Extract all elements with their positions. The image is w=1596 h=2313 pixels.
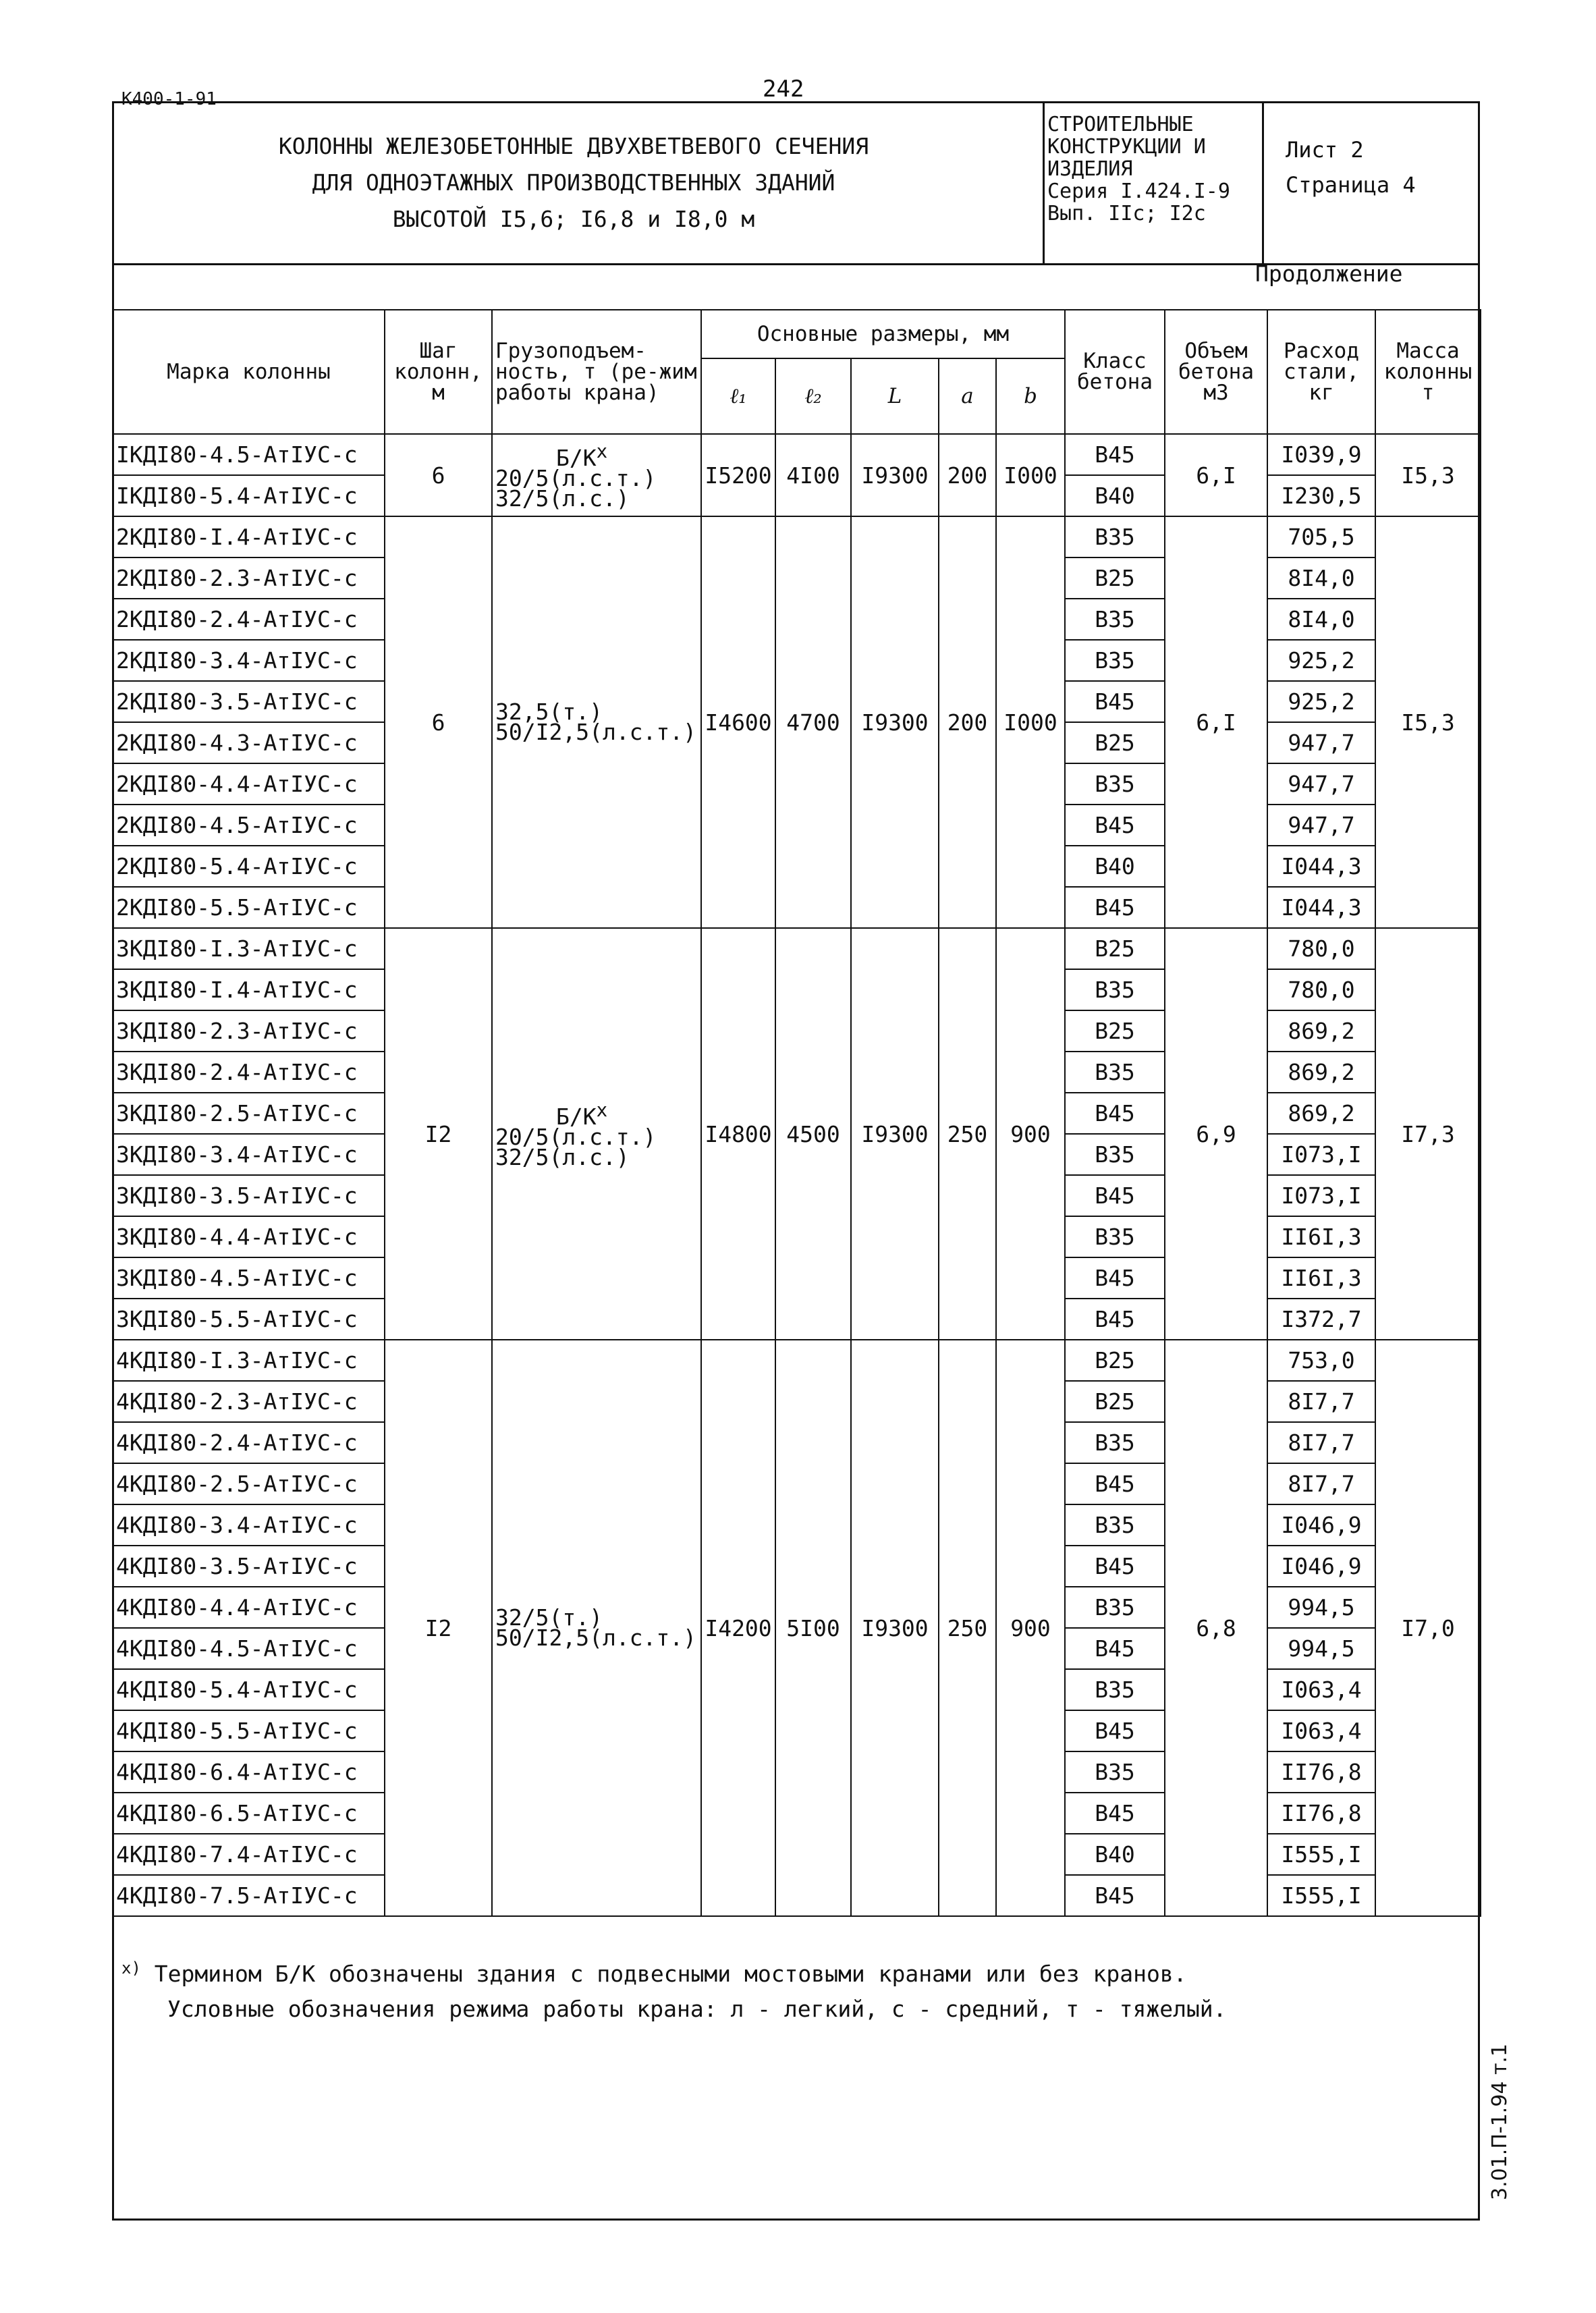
cell-steel: I063,4 [1267, 1669, 1375, 1710]
cell-dim-l1: I4200 [701, 1340, 775, 1916]
header-dimensions: Основные размеры, мм [701, 310, 1065, 358]
cell-step: I2 [385, 1340, 492, 1916]
header-divider [1262, 101, 1264, 263]
cell-mark: 2КДI80-5.4-АтIУС-с [113, 846, 385, 887]
cell-capacity [492, 928, 701, 1340]
cell-mark: 4КДI80-2.3-АтIУС-с [113, 1381, 385, 1422]
cell-steel: 925,2 [1267, 640, 1375, 681]
cell-class: В45 [1065, 434, 1165, 475]
continuation-label: Продолжение [1255, 261, 1403, 287]
table-row [113, 516, 1481, 557]
cell-capacity [492, 434, 701, 516]
cell-mark: 3КДI80-4.4-АтIУС-с [113, 1216, 385, 1257]
cell-class: В35 [1065, 763, 1165, 805]
cell-class: В45 [1065, 1875, 1165, 1916]
cell-steel: II76,8 [1267, 1793, 1375, 1834]
header-step: Шаг колонн, м [385, 310, 492, 434]
capacity-line: 32/5(т.) [495, 1604, 603, 1631]
cell-class: В35 [1065, 1216, 1165, 1257]
cell-steel: II6I,3 [1267, 1216, 1375, 1257]
dim-b: b [996, 358, 1065, 434]
cell-class: В45 [1065, 1257, 1165, 1299]
cell-mark: 3КДI80-4.5-АтIУС-с [113, 1257, 385, 1299]
cell-dim-L: I9300 [851, 516, 939, 928]
cell-steel: I063,4 [1267, 1710, 1375, 1751]
title-line-1: КОЛОННЫ ЖЕЛЕЗОБЕТОННЫЕ ДВУХВЕТВЕВОГО СЕЧЕНИЯ [278, 133, 869, 159]
cell-dim-b: I000 [996, 516, 1065, 928]
page-number: 242 [763, 76, 804, 103]
cell-class: В35 [1065, 599, 1165, 640]
header-capacity: Грузоподъем-ность, т (ре-жим работы крана) [492, 310, 701, 434]
cell-mark: 3КДI80-2.4-АтIУС-с [113, 1052, 385, 1093]
cell-steel: 705,5 [1267, 516, 1375, 557]
cell-dim-l2: 4I00 [775, 434, 851, 516]
cell-mark: 3КДI80-2.3-АтIУС-с [113, 1010, 385, 1052]
cell-steel: 947,7 [1267, 722, 1375, 763]
cell-mark: 4КДI80-3.4-АтIУС-с [113, 1504, 385, 1546]
cell-mark: 2КДI80-2.4-АтIУС-с [113, 599, 385, 640]
cell-steel: 753,0 [1267, 1340, 1375, 1381]
cell-steel: II76,8 [1267, 1751, 1375, 1793]
header-concrete-class: Класс бетона [1065, 310, 1165, 434]
cell-mark: 2КДI80-I.4-АтIУС-с [113, 516, 385, 557]
table-row [113, 928, 1481, 969]
capacity-line: 20/5(л.с.т.) [495, 465, 657, 491]
cell-mark: 4КДI80-4.5-АтIУС-с [113, 1628, 385, 1669]
cell-class: В35 [1065, 1587, 1165, 1628]
cell-mark: 4КДI80-I.3-АтIУС-с [113, 1340, 385, 1381]
cell-class: В45 [1065, 887, 1165, 928]
cell-class: В45 [1065, 1710, 1165, 1751]
cell-mass: I5,3 [1375, 434, 1481, 516]
cell-class: В35 [1065, 1052, 1165, 1093]
cell-dim-a: 250 [939, 1340, 996, 1916]
cell-mark: IКДI80-4.5-АтIУС-с [113, 434, 385, 475]
capacity-line [495, 441, 698, 471]
cell-class: В45 [1065, 1628, 1165, 1669]
cell-capacity [492, 1340, 701, 1916]
cell-dim-b: 900 [996, 1340, 1065, 1916]
cell-class: В45 [1065, 681, 1165, 722]
cell-mark: 4КДI80-2.4-АтIУС-с [113, 1422, 385, 1463]
footnote-line-1: Термином Б/К обозначены здания с подвесными мостовыми кранами или без кранов. [154, 1961, 1187, 1987]
cell-mark: IКДI80-5.4-АтIУС-с [113, 475, 385, 516]
series-block [1047, 113, 1258, 225]
table-row [113, 434, 1481, 475]
cell-steel: 994,5 [1267, 1587, 1375, 1628]
title-line-3: ВЫСОТОЙ I5,6; I6,8 и I8,0 м [392, 206, 755, 232]
cell-mark: 2КДI80-3.4-АтIУС-с [113, 640, 385, 681]
cell-mark: 3КДI80-3.5-АтIУС-с [113, 1175, 385, 1216]
dim-l1: ℓ₁ [701, 358, 775, 434]
cell-steel: I372,7 [1267, 1299, 1375, 1340]
capacity-sup: x [596, 441, 608, 462]
capacity-line: 32/5(л.с.) [495, 485, 630, 512]
cell-class: В45 [1065, 1463, 1165, 1504]
cell-steel: 8I7,7 [1267, 1463, 1375, 1504]
cell-dim-L: I9300 [851, 928, 939, 1340]
cell-dim-b: I000 [996, 434, 1065, 516]
cell-class: В35 [1065, 640, 1165, 681]
cell-class: В25 [1065, 722, 1165, 763]
series-line: СТРОИТЕЛЬНЫЕ [1047, 113, 1194, 136]
capacity-text: Б/К [556, 1104, 597, 1130]
header-mark: Марка колонны [113, 310, 385, 434]
capacity-line [495, 1099, 698, 1130]
series-line: Серия I.424.I-9 [1047, 180, 1230, 203]
cell-steel: 8I7,7 [1267, 1381, 1375, 1422]
cell-mark: 3КДI80-I.4-АтIУС-с [113, 969, 385, 1010]
cell-steel: I046,9 [1267, 1546, 1375, 1587]
cell-class: В45 [1065, 1093, 1165, 1134]
cell-dim-l2: 4500 [775, 928, 851, 1340]
series-line: ИЗДЕЛИЯ [1047, 157, 1133, 181]
cell-class: В35 [1065, 969, 1165, 1010]
cell-step: 6 [385, 516, 492, 928]
cell-mark: 4КДI80-7.5-АтIУС-с [113, 1875, 385, 1916]
cell-dim-a: 250 [939, 928, 996, 1340]
cell-mark: 2КДI80-3.5-АтIУС-с [113, 681, 385, 722]
dim-L: L [851, 358, 939, 434]
cell-class: В40 [1065, 475, 1165, 516]
capacity-line: 20/5(л.с.т.) [495, 1124, 657, 1150]
cell-steel: I044,3 [1267, 846, 1375, 887]
capacity-line: 50/I2,5(л.с.т.) [495, 1625, 697, 1651]
cell-dim-l1: I5200 [701, 434, 775, 516]
header-divider [1043, 101, 1045, 263]
cell-volume: 6,9 [1165, 928, 1267, 1340]
cell-dim-l1: I4800 [701, 928, 775, 1340]
footnote-line-2: Условные обозначения режима работы крана: л - легкий, с - средний, т - тяжелый. [167, 1996, 1227, 2022]
cell-mark: 3КДI80-3.4-АтIУС-с [113, 1134, 385, 1175]
cell-class: В35 [1065, 1422, 1165, 1463]
footnotes [121, 1951, 1227, 2027]
cell-steel: 8I4,0 [1267, 599, 1375, 640]
capacity-text: Б/К [556, 445, 597, 471]
header-mass: Масса колонны т [1375, 310, 1481, 434]
cell-class: В35 [1065, 1669, 1165, 1710]
cell-mark: 4КДI80-5.4-АтIУС-с [113, 1669, 385, 1710]
cell-class: В35 [1065, 1751, 1165, 1793]
title-line-2: ДЛЯ ОДНОЭТАЖНЫХ ПРОИЗВОДСТВЕННЫХ ЗДАНИЙ [312, 169, 835, 196]
cell-dim-l2: 4700 [775, 516, 851, 928]
cell-steel: I046,9 [1267, 1504, 1375, 1546]
sheet-number: Лист 2 [1286, 137, 1364, 163]
cell-steel: 947,7 [1267, 805, 1375, 846]
cell-mark: 4КДI80-7.4-АтIУС-с [113, 1834, 385, 1875]
cell-class: В45 [1065, 1546, 1165, 1587]
cell-steel: I039,9 [1267, 434, 1375, 475]
cell-mark: 2КДI80-2.3-АтIУС-с [113, 557, 385, 599]
cell-volume: 6,8 [1165, 1340, 1267, 1916]
cell-class: В45 [1065, 1793, 1165, 1834]
cell-mark: 4КДI80-5.5-АтIУС-с [113, 1710, 385, 1751]
cell-steel: II6I,3 [1267, 1257, 1375, 1299]
cell-class: В25 [1065, 1340, 1165, 1381]
dim-a: a [939, 358, 996, 434]
cell-class: В25 [1065, 1010, 1165, 1052]
cell-steel: 994,5 [1267, 1628, 1375, 1669]
cell-mark: 2КДI80-4.5-АтIУС-с [113, 805, 385, 846]
cell-mark: 3КДI80-2.5-АтIУС-с [113, 1093, 385, 1134]
cell-class: В25 [1065, 557, 1165, 599]
columns-table [112, 309, 1481, 1917]
sheet-block [1286, 132, 1416, 202]
cell-mass: I7,0 [1375, 1340, 1481, 1916]
document-title [121, 128, 1026, 238]
cell-class: В25 [1065, 928, 1165, 969]
cell-class: В35 [1065, 1504, 1165, 1546]
page-label: Страница 4 [1286, 172, 1416, 198]
document-code: К400-1-91 [121, 89, 217, 109]
cell-steel: 8I7,7 [1267, 1422, 1375, 1463]
side-code: 3.01.П-1.94 т.1 [1488, 2043, 1512, 2200]
cell-mark: 4КДI80-2.5-АтIУС-с [113, 1463, 385, 1504]
cell-step: I2 [385, 928, 492, 1340]
cell-steel: 869,2 [1267, 1052, 1375, 1093]
cell-class: В45 [1065, 1175, 1165, 1216]
cell-steel: I073,I [1267, 1175, 1375, 1216]
cell-mark: 2КДI80-5.5-АтIУС-с [113, 887, 385, 928]
capacity-line: 32/5(л.с.) [495, 1144, 630, 1170]
cell-steel: 925,2 [1267, 681, 1375, 722]
cell-dim-L: I9300 [851, 1340, 939, 1916]
cell-class: В40 [1065, 846, 1165, 887]
dim-l2: ℓ₂ [775, 358, 851, 434]
cell-mark: 4КДI80-6.5-АтIУС-с [113, 1793, 385, 1834]
cell-mark: 4КДI80-4.4-АтIУС-с [113, 1587, 385, 1628]
table-row [113, 1340, 1481, 1381]
cell-steel: 8I4,0 [1267, 557, 1375, 599]
cell-volume: 6,I [1165, 434, 1267, 516]
cell-dim-a: 200 [939, 434, 996, 516]
header-steel: Расход стали, кг [1267, 310, 1375, 434]
capacity-line: 50/I2,5(л.с.т.) [495, 719, 697, 745]
table-body [113, 434, 1481, 1916]
cell-mass: I5,3 [1375, 516, 1481, 928]
cell-mark: 3КДI80-I.3-АтIУС-с [113, 928, 385, 969]
cell-mark: 4КДI80-6.4-АтIУС-с [113, 1751, 385, 1793]
cell-dim-a: 200 [939, 516, 996, 928]
cell-volume: 6,I [1165, 516, 1267, 928]
capacity-sup: x [596, 1099, 608, 1121]
cell-mark: 2КДI80-4.3-АтIУС-с [113, 722, 385, 763]
cell-steel: 780,0 [1267, 969, 1375, 1010]
series-line: КОНСТРУКЦИИ И [1047, 135, 1206, 159]
capacity-line: 32,5(т.) [495, 699, 603, 725]
cell-mark: 3КДI80-5.5-АтIУС-с [113, 1299, 385, 1340]
cell-dim-l1: I4600 [701, 516, 775, 928]
cell-capacity [492, 516, 701, 928]
cell-dim-b: 900 [996, 928, 1065, 1340]
cell-class: В35 [1065, 516, 1165, 557]
cell-mark: 4КДI80-3.5-АтIУС-с [113, 1546, 385, 1587]
cell-steel: I555,I [1267, 1875, 1375, 1916]
cell-class: В45 [1065, 805, 1165, 846]
cell-class: В45 [1065, 1299, 1165, 1340]
cell-dim-L: I9300 [851, 434, 939, 516]
cell-steel: I044,3 [1267, 887, 1375, 928]
cell-steel: 869,2 [1267, 1010, 1375, 1052]
cell-mark: 2КДI80-4.4-АтIУС-с [113, 763, 385, 805]
series-line: Вып. IIc; I2c [1047, 202, 1206, 225]
cell-class: В25 [1065, 1381, 1165, 1422]
cell-step: 6 [385, 434, 492, 516]
cell-class: В35 [1065, 1134, 1165, 1175]
footnote-marker: x) [121, 1959, 141, 1978]
cell-steel: 780,0 [1267, 928, 1375, 969]
cell-steel: 947,7 [1267, 763, 1375, 805]
header-concrete-volume: Объем бетона м3 [1165, 310, 1267, 434]
cell-steel: I230,5 [1267, 475, 1375, 516]
cell-class: В40 [1065, 1834, 1165, 1875]
cell-mass: I7,3 [1375, 928, 1481, 1340]
cell-steel: I073,I [1267, 1134, 1375, 1175]
cell-steel: I555,I [1267, 1834, 1375, 1875]
cell-steel: 869,2 [1267, 1093, 1375, 1134]
cell-dim-l2: 5I00 [775, 1340, 851, 1916]
